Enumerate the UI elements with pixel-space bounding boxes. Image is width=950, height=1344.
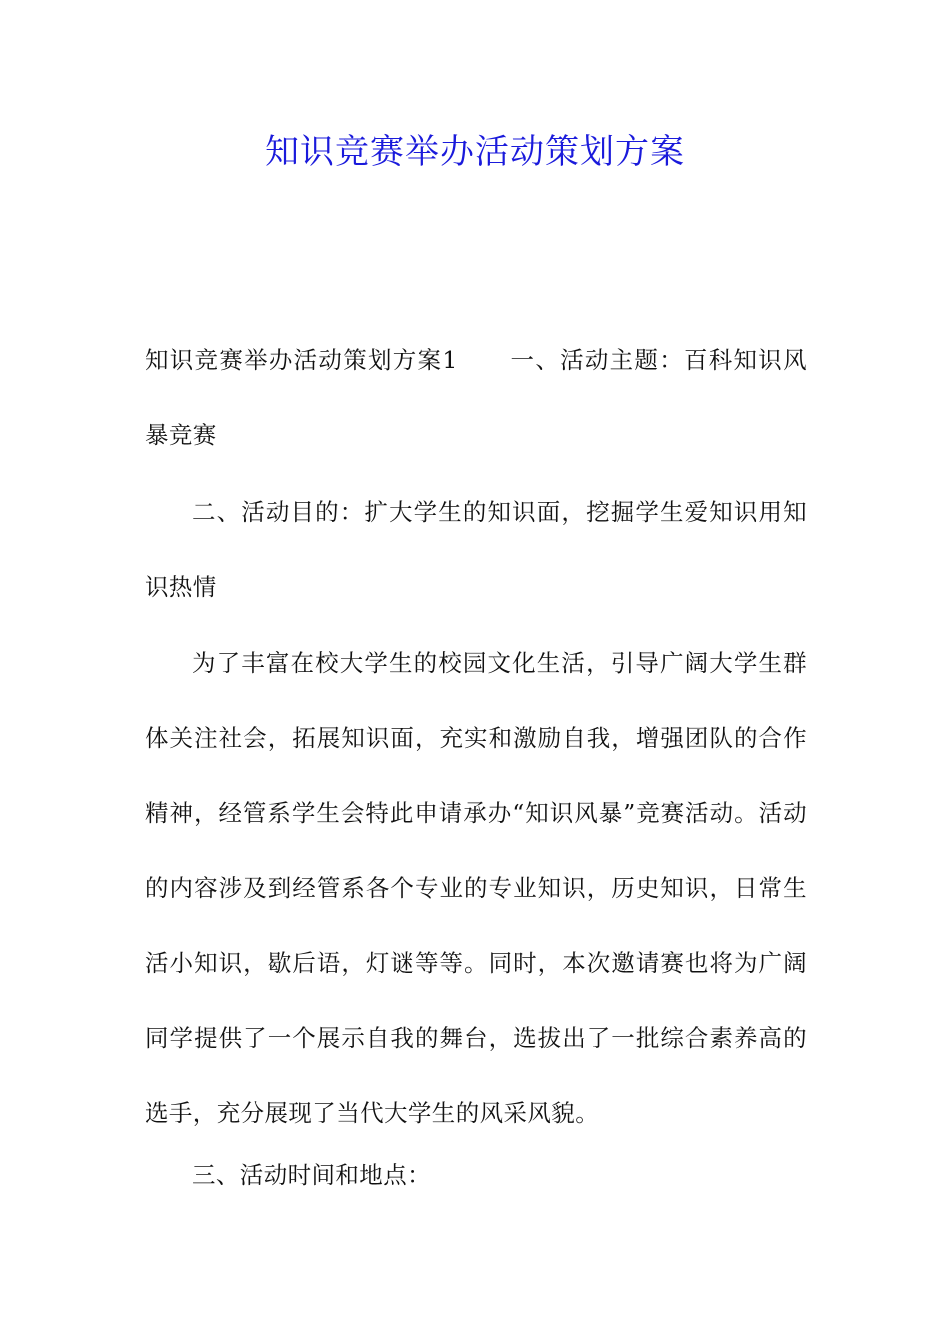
- paragraph-purpose: 二、活动目的：扩大学生的知识面，挖掘学生爱知识用知识热情: [145, 498, 807, 601]
- paragraph-heading-theme: [145, 323, 807, 473]
- paragraph-description: 为了丰富在校大学生的校园文化生活，引导广阔大学生群体关注社会，拓展知识面，充实和激励自我，增强团队的合作精神，经管系学生会特此申请承办“知识风暴”竞赛活动。活动的内容涉及到经管系各个专业的专业知识，历史知识，日常生活小知识，歇后语，灯谜等等。同时，本次邀请赛也将为广阔同学提供了一个展示自我的舞台，选拔出了一批综合素养高的选手，充分展现了当代大学生的风采风貌。: [145, 649, 807, 1127]
- activity-theme: 一、活动主题：百科知识风暴竞赛: [145, 346, 807, 449]
- section-heading: 知识竞赛举办活动策划方案1: [145, 346, 458, 374]
- document-title: 知识竞赛举办活动策划方案: [265, 132, 685, 172]
- paragraph-time-location: 三、活动时间和地点：: [192, 1161, 431, 1189]
